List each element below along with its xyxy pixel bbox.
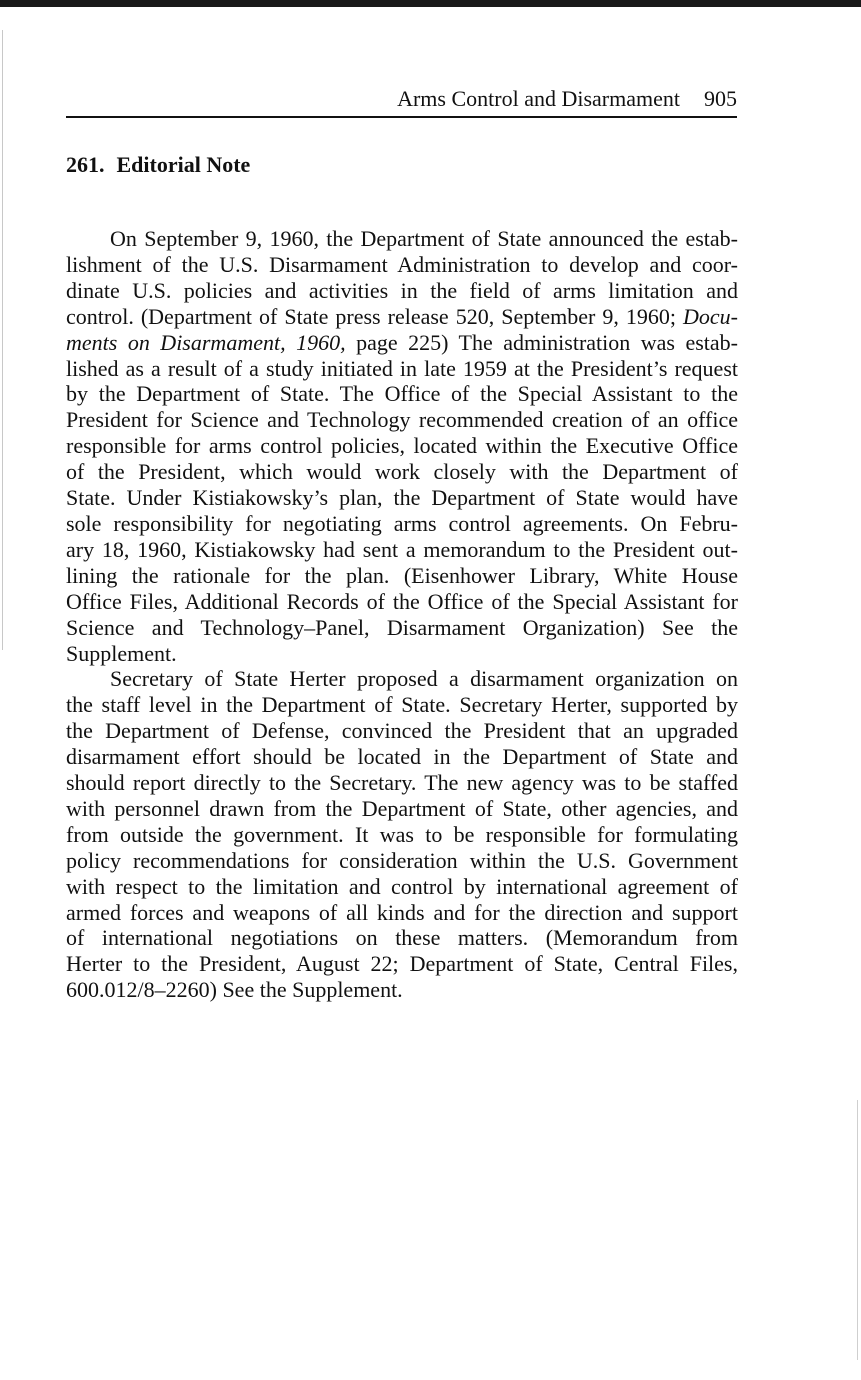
text-line bbox=[66, 925, 738, 951]
document-heading bbox=[66, 151, 250, 179]
scan-edge-right bbox=[857, 1100, 858, 1360]
italic-title-segment: Docu- bbox=[683, 303, 738, 329]
body-text bbox=[66, 226, 738, 1003]
text-line bbox=[66, 433, 738, 459]
text-line bbox=[66, 900, 738, 926]
text-segment: dinate U.S. policies and activities in the field of arms limitation and bbox=[66, 277, 738, 303]
running-header bbox=[66, 86, 737, 118]
page-number: 905 bbox=[704, 86, 737, 111]
text-line bbox=[66, 822, 738, 848]
text-segment: armed forces and weapons of all kinds and for the direction and support bbox=[66, 899, 738, 925]
text-segment: of international negotiations on these matters. (Memorandum from bbox=[66, 925, 738, 951]
document-number: 261. bbox=[66, 152, 105, 177]
text-line bbox=[66, 537, 738, 563]
text-segment: responsible for arms control policies, located within the Executive Office bbox=[66, 433, 738, 459]
text-line bbox=[66, 304, 738, 330]
text-line bbox=[66, 252, 738, 278]
scan-edge-left bbox=[2, 30, 3, 650]
text-line bbox=[66, 563, 738, 589]
text-segment: with respect to the limitation and control by international agreement of bbox=[66, 873, 738, 899]
text-line bbox=[66, 459, 738, 485]
text-line bbox=[66, 692, 738, 718]
text-line bbox=[66, 278, 738, 304]
text-segment: Secretary of State Herter proposed a disarmament organization on bbox=[110, 666, 738, 692]
text-segment: Science and Technology–Panel, Disarmament Organization) See the bbox=[66, 614, 738, 640]
text-segment: Office Files, Additional Records of the Office of the Special Assistant for bbox=[66, 588, 738, 614]
text-line bbox=[66, 330, 738, 356]
text-line bbox=[66, 874, 738, 900]
text-line bbox=[66, 641, 738, 667]
text-segment: ary 18, 1960, Kistiakowsky had sent a memorandum to the President out- bbox=[66, 536, 738, 562]
document-title: Editorial Note bbox=[116, 152, 251, 177]
text-line bbox=[66, 666, 738, 692]
text-line bbox=[66, 356, 738, 382]
text-segment: sole responsibility for negotiating arms control agreements. On Febru- bbox=[66, 510, 738, 536]
text-segment: from outside the government. It was to be responsible for formulating bbox=[66, 821, 738, 847]
text-segment: Herter to the President, August 22; Department of State, Central Files, bbox=[66, 951, 738, 977]
text-segment: the staff level in the Department of State. Secretary Herter, supported by bbox=[66, 692, 738, 718]
text-segment: State. Under Kistiakowsky’s plan, the Department of State would have bbox=[66, 485, 738, 511]
scan-edge-top bbox=[0, 0, 861, 7]
text-segment: page 225) The administration was estab- bbox=[345, 329, 739, 355]
italic-title-segment: ments on Disarmament, 1960, bbox=[66, 329, 346, 355]
text-line bbox=[66, 226, 738, 252]
text-line bbox=[66, 744, 738, 770]
text-line bbox=[66, 977, 738, 1003]
paragraph bbox=[66, 226, 738, 666]
text-segment: of the President, which would work closely with the Department of bbox=[66, 459, 738, 485]
text-segment: disarmament effort should be located in the Department of State and bbox=[66, 744, 738, 770]
text-segment: by the Department of State. The Office of the Special Assistant to the bbox=[66, 381, 738, 407]
text-segment: the Department of Defense, convinced the President that an upgraded bbox=[66, 718, 738, 744]
text-segment: control. (Department of State press release 520, September 9, 1960; bbox=[66, 303, 684, 329]
text-line bbox=[66, 770, 738, 796]
text-line bbox=[66, 718, 738, 744]
text-segment: Supplement. bbox=[66, 640, 177, 666]
text-segment: policy recommendations for consideration within the U.S. Government bbox=[66, 847, 738, 873]
text-segment: should report directly to the Secretary. The new agency was to be staffed bbox=[66, 770, 738, 796]
text-segment: On September 9, 1960, the Department of State announced the estab- bbox=[110, 226, 738, 251]
text-segment: 600.012/8–2260) See the Supplement. bbox=[66, 977, 403, 1003]
text-line bbox=[66, 615, 738, 641]
text-segment: lining the rationale for the plan. (Eisenhower Library, White House bbox=[66, 562, 738, 588]
text-line bbox=[66, 511, 738, 537]
text-line bbox=[66, 951, 738, 977]
text-line bbox=[66, 407, 738, 433]
text-line bbox=[66, 848, 738, 874]
text-line bbox=[66, 589, 738, 615]
text-line bbox=[66, 796, 738, 822]
text-segment: lishment of the U.S. Disarmament Administration to develop and coor- bbox=[66, 251, 738, 277]
text-line bbox=[66, 381, 738, 407]
paragraph bbox=[66, 666, 738, 1003]
running-title: Arms Control and Disarmament bbox=[397, 86, 680, 111]
text-line bbox=[66, 485, 738, 511]
text-segment: with personnel drawn from the Department of State, other agencies, and bbox=[66, 795, 738, 821]
text-segment: lished as a result of a study initiated in late 1959 at the President’s request bbox=[66, 355, 738, 381]
text-segment: President for Science and Technology recommended creation of an office bbox=[66, 407, 738, 433]
